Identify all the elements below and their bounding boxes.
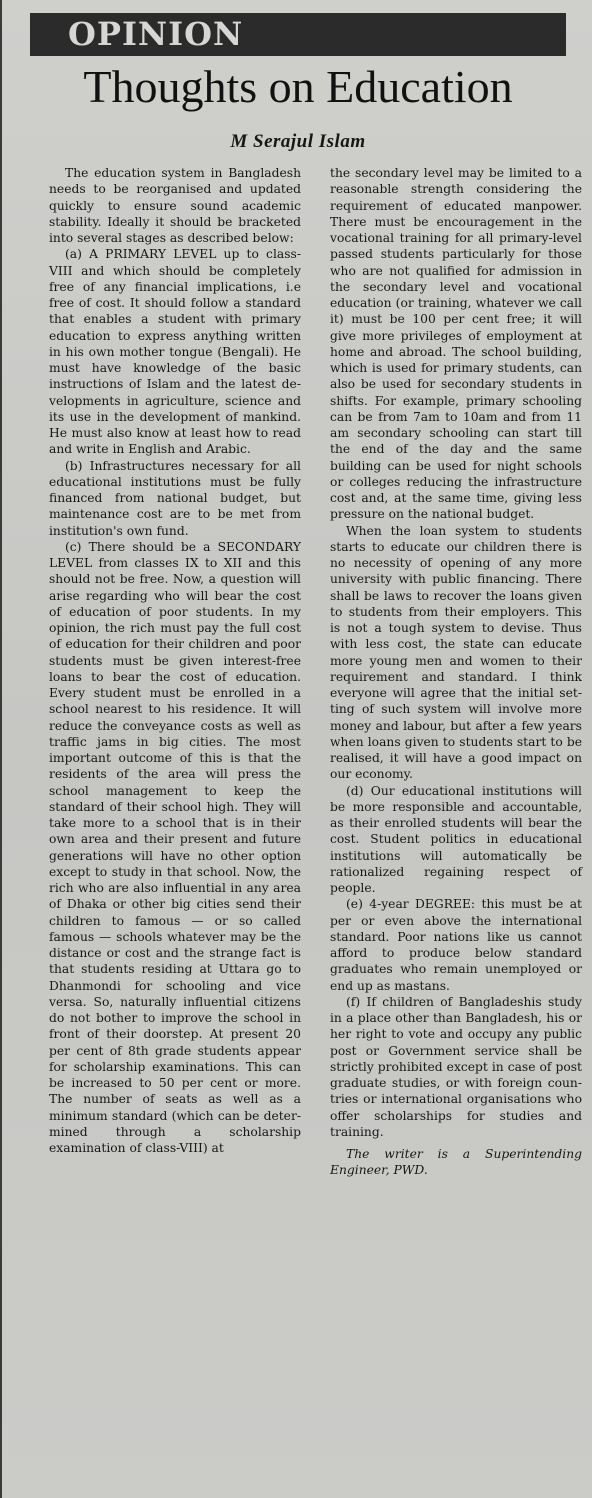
paragraph: When the loan system to students starts to educate our children there is no necessity of opening of any more university with public financing. There shall be laws to recover the loans given to students from their employers. This is not a tough system to devise. Thus with less cost, the state can educate more young men and women to their requirement and standard. I think everyone will agree that the initial setting of such system will involve more money and labour, but after a few years when loans given to students start to be realised, it will have a good impact on our economy. bbox=[330, 523, 582, 782]
paragraph: (f) If children of Bangladeshis study in a place other than Bangladesh, his or her right to vote and occupy any public post or Government service shall be strictly prohibited except in case of post graduate studies, or with foreign countries or international organisations who offer scholarships for studies and training. bbox=[330, 994, 582, 1139]
section-banner bbox=[30, 13, 566, 56]
article-headline: Thoughts on Education bbox=[83, 61, 513, 112]
author-note: The writer is a Superintending Engineer, PWD. bbox=[330, 1147, 582, 1178]
paragraph: the secondary level may be limited to a reasonable strength considering the requirement of educated manpower. There must be encouragement in the vocational training for all primary-level passed students particularly for those who are not qualified for admission in the secondary level and vocational education (or training, whatever we call it) must be 100 per cent free; it will give more privileges of employment at home and abroad. The school building, which is used for primary students, can also be used for secondary students in shifts. For example, primary schooling can be from 7am to 10am and from 11 am secondary schooling can start till the end of the day and the same building can be used for night schools or colleges reducing the infrastructure cost and, at the same time, giving less pressure on the national budget. bbox=[330, 166, 582, 522]
paragraph: The education system in Bangladesh needs to be reorganised and updated quickly to ensure sound academic stability. Ideally it should be bracketed into several stages as described below: bbox=[49, 166, 301, 245]
paragraph: (d) Our educational institutions will be more responsible and accountable, as their enrolled students will bear the cost. Student politics in educational institutions will automatically be rationalized regaining respect of people. bbox=[330, 783, 582, 895]
paragraph: (c) There should be a SECONDARY LEVEL from classes IX to XII and this should not be free. Now, a question will arise regarding who will bear the cost of education of poor students. In my opinion, the rich must pay the full cost of education for their children and poor students must be given interest-free loans to bear the cost of education. Every student must be enrolled in a school nearest to his residence. It will reduce the conveyance costs as well as traffic jams in big cities. The most important outcome of this is that the residents of the area will press the school management to keep the standard of their school high. They will take more to a school that is in their own area and their present and future generations will have no other option except to study in that school. Now, the rich who are also influential in any area of Dhaka or other big cities send their children to famous — or so called famous — schools whatever may be the distance or cost and the strange fact is that students residing at Uttara go to Dhanmondi for schooling and vice versa. So, naturally influential citizens do not bother to improve the school in front of their doorstep. At present 20 per cent of 8th grade students appear for scholarship examinations. This can be increased to 50 per cent or more. The number of seats as well as a minimum standard (which can be determined through a scholarship examination of class-VIII) at bbox=[49, 539, 301, 1155]
paragraph: (a) A PRIMARY LEVEL up to class-VIII and which should be completely free of any financial implications, i.e free of cost. It should follow a standard that enables a student with primary education to express anything written in his own mother tongue (Bengali). He must have knowledge of the basic instructions of Islam and the latest developments in agriculture, science and its use in the development of mankind. He must also know at least how to read and write in English and Arabic. bbox=[49, 247, 301, 457]
section-label: OPINION bbox=[68, 15, 244, 53]
author-byline: M Serajul Islam bbox=[230, 131, 366, 152]
paragraph: (b) Infrastructures necessary for all educational institutions must be fully financed from national budget, but maintenance cost are to be met from institution's own fund. bbox=[49, 458, 301, 538]
paragraph: (e) 4-year DEGREE: this must be at per or even above the international standard. Poor nations like us cannot afford to produce below standard graduates who remain unemployed or end up as mastans. bbox=[330, 897, 582, 993]
article-column-right bbox=[330, 165, 582, 1179]
article-column-left bbox=[49, 165, 301, 1156]
